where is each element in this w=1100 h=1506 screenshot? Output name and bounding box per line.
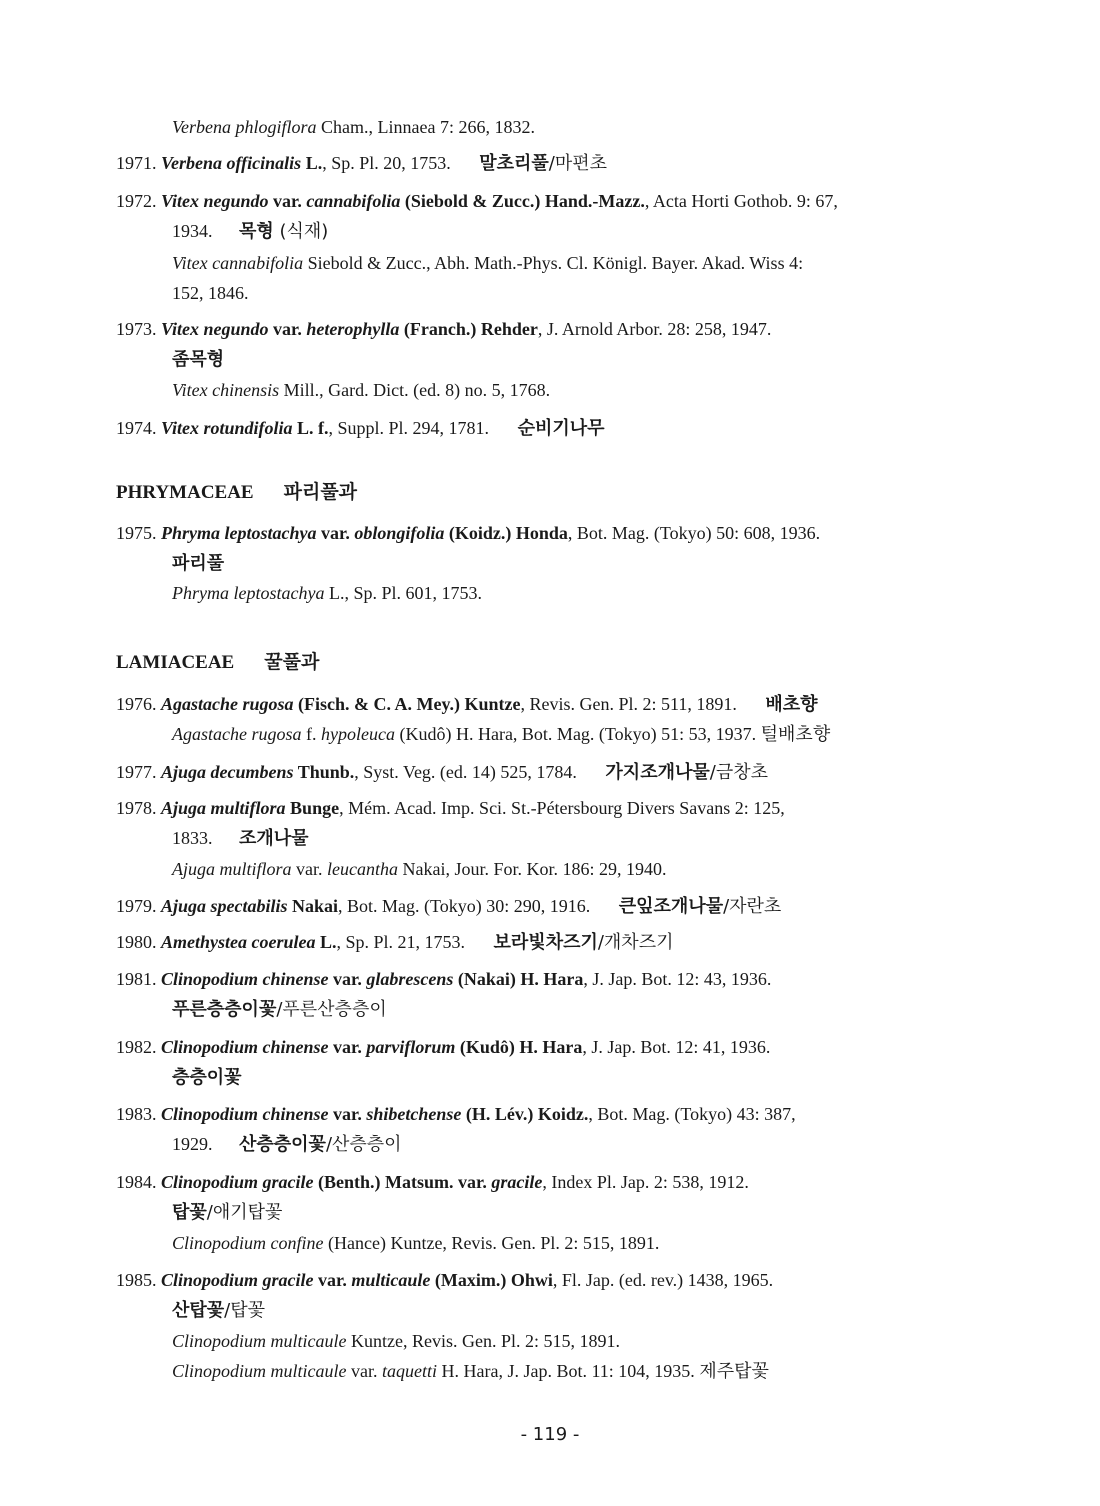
synonym-line: Clinopodium multicaule var. taquetti H. Hara, J. Jap. Bot. 11: 104, 1935. 제주탑꽃 — [172, 1361, 769, 1382]
korean-name: 좀목형 — [172, 349, 225, 370]
synonym-line: Clinopodium confine (Hance) Kuntze, Revis. Gen. Pl. 2: 515, 1891. — [172, 1233, 660, 1253]
entry-1978-cont: 1833. 조개나물 — [172, 828, 309, 849]
entry-1985-cont: 산탑꽃/탑꽃 — [172, 1300, 266, 1321]
synonym-name: Verbena phlogiflora — [172, 117, 317, 137]
entry-1985: 1985. Clinopodium gracile var. multicaule (Maxim.) Ohwi, Fl. Jap. (ed. rev.) 1438, 1965. — [116, 1270, 774, 1290]
entry-1981-cont: 푸른층층이꽃/푸른산층층이 — [172, 999, 387, 1020]
entry-1973-cont — [172, 347, 224, 372]
korean-name: 탑꽃 — [172, 1202, 207, 1223]
korean-name: 푸른층층이꽃 — [172, 999, 277, 1020]
entry-1982: 1982. Clinopodium chinense var. parviflorum (Kudô) H. Hara, J. Jap. Bot. 12: 41, 1936. — [116, 1037, 771, 1057]
entry-1972-cont: 1934. 목형 (식재) — [172, 221, 329, 242]
entry-1975-cont — [172, 551, 224, 576]
entry-1984-cont: 탑꽃/애기탑꽃 — [172, 1202, 283, 1223]
entry-1972: 1972. Vitex negundo var. cannabifolia (Siebold & Zucc.) Hand.-Mazz., Acta Horti Gothob. 9: 67, — [116, 191, 838, 211]
korean-name: 층층이꽃 — [172, 1067, 242, 1088]
entry-1976: 1976. Agastache rugosa (Fisch. & C. A. Mey.) Kuntze, Revis. Gen. Pl. 2: 511, 1891. 배초향 — [116, 694, 818, 715]
synonym-line: Phryma leptostachya L., Sp. Pl. 601, 1753. — [172, 583, 482, 603]
entry-1984: 1984. Clinopodium gracile (Benth.) Matsum. var. gracile, Index Pl. Jap. 2: 538, 1912. — [116, 1172, 749, 1192]
entry-1975: 1975. Phryma leptostachya var. oblongifolia (Koidz.) Honda, Bot. Mag. (Tokyo) 50: 608, 1936. — [116, 523, 821, 543]
korean-name: 말초리풀 — [479, 153, 549, 174]
family-heading: PHRYMACEAE 파리풀과 — [116, 481, 358, 503]
entry-1983: 1983. Clinopodium chinense var. shibetchense (H. Lév.) Koidz., Bot. Mag. (Tokyo) 43: 387, — [116, 1104, 796, 1124]
page-number: - 119 - — [520, 1424, 580, 1445]
entry-1971: 1971. Verbena officinalis L., Sp. Pl. 20, 1753. 말초리풀/마편초 — [116, 153, 608, 174]
korean-name: 보라빛차즈기 — [493, 932, 598, 953]
synonym-line: Vitex chinensis Mill., Gard. Dict. (ed. 8) no. 5, 1768. — [172, 380, 551, 400]
entry-1977: 1977. Ajuga decumbens Thunb., Syst. Veg. (ed. 14) 525, 1784. 가지조개나물/금창초 — [116, 762, 768, 783]
korean-name: 큰잎조개나물 — [618, 896, 724, 917]
korean-name: 산층층이꽃 — [239, 1134, 326, 1155]
korean-name: 파리풀 — [172, 553, 225, 574]
entry-1974: 1974. Vitex rotundifolia L. f., Suppl. Pl. 294, 1781. 순비기나무 — [116, 418, 605, 439]
korean-name: 산탑꽃 — [172, 1300, 225, 1321]
synonym-line: Ajuga multiflora var. leucantha Nakai, Jour. For. Kor. 186: 29, 1940. — [172, 859, 667, 879]
entry-1980: 1980. Amethystea coerulea L., Sp. Pl. 21, 1753. 보라빛차즈기/개차즈기 — [116, 932, 674, 953]
entry-1973: 1973. Vitex negundo var. heterophylla (Franch.) Rehder, J. Arnold Arbor. 28: 258, 1947. — [116, 319, 772, 339]
entry-1982-cont — [172, 1065, 242, 1090]
korean-name: 목형 — [239, 221, 274, 242]
synonym-line: Agastache rugosa f. hypoleuca (Kudô) H. Hara, Bot. Mag. (Tokyo) 51: 53, 1937. 털배초향 — [172, 724, 831, 745]
korean-name: 배초향 — [765, 694, 818, 715]
entry-1983-cont: 1929. 산층층이꽃/산층층이 — [172, 1134, 402, 1155]
synonym-line — [172, 115, 535, 139]
entry-1979: 1979. Ajuga spectabilis Nakai, Bot. Mag. (Tokyo) 30: 290, 1916. 큰잎조개나물/자란초 — [116, 896, 782, 917]
family-heading: LAMIACEAE 꿀풀과 — [116, 651, 320, 673]
synonym-line: Vitex cannabifolia Siebold & Zucc., Abh. Math.-Phys. Cl. Königl. Bayer. Akad. Wiss 4: — [172, 253, 804, 273]
entry-1978: 1978. Ajuga multiflora Bunge, Mém. Acad. Imp. Sci. St.-Pétersbourg Divers Savans 2: 125, — [116, 798, 785, 818]
synonym-citation: Cham., Linnaea 7: 266, 1832. — [316, 117, 535, 137]
entry-1981: 1981. Clinopodium chinense var. glabrescens (Nakai) H. Hara, J. Jap. Bot. 12: 43, 1936. — [116, 969, 772, 989]
synonym-line-cont: 152, 1846. — [172, 283, 249, 303]
korean-name: 조개나물 — [239, 828, 309, 849]
korean-name: 가지조개나물 — [605, 762, 710, 783]
korean-name: 순비기나무 — [517, 418, 605, 439]
synonym-line: Clinopodium multicaule Kuntze, Revis. Gen. Pl. 2: 515, 1891. — [172, 1331, 620, 1351]
